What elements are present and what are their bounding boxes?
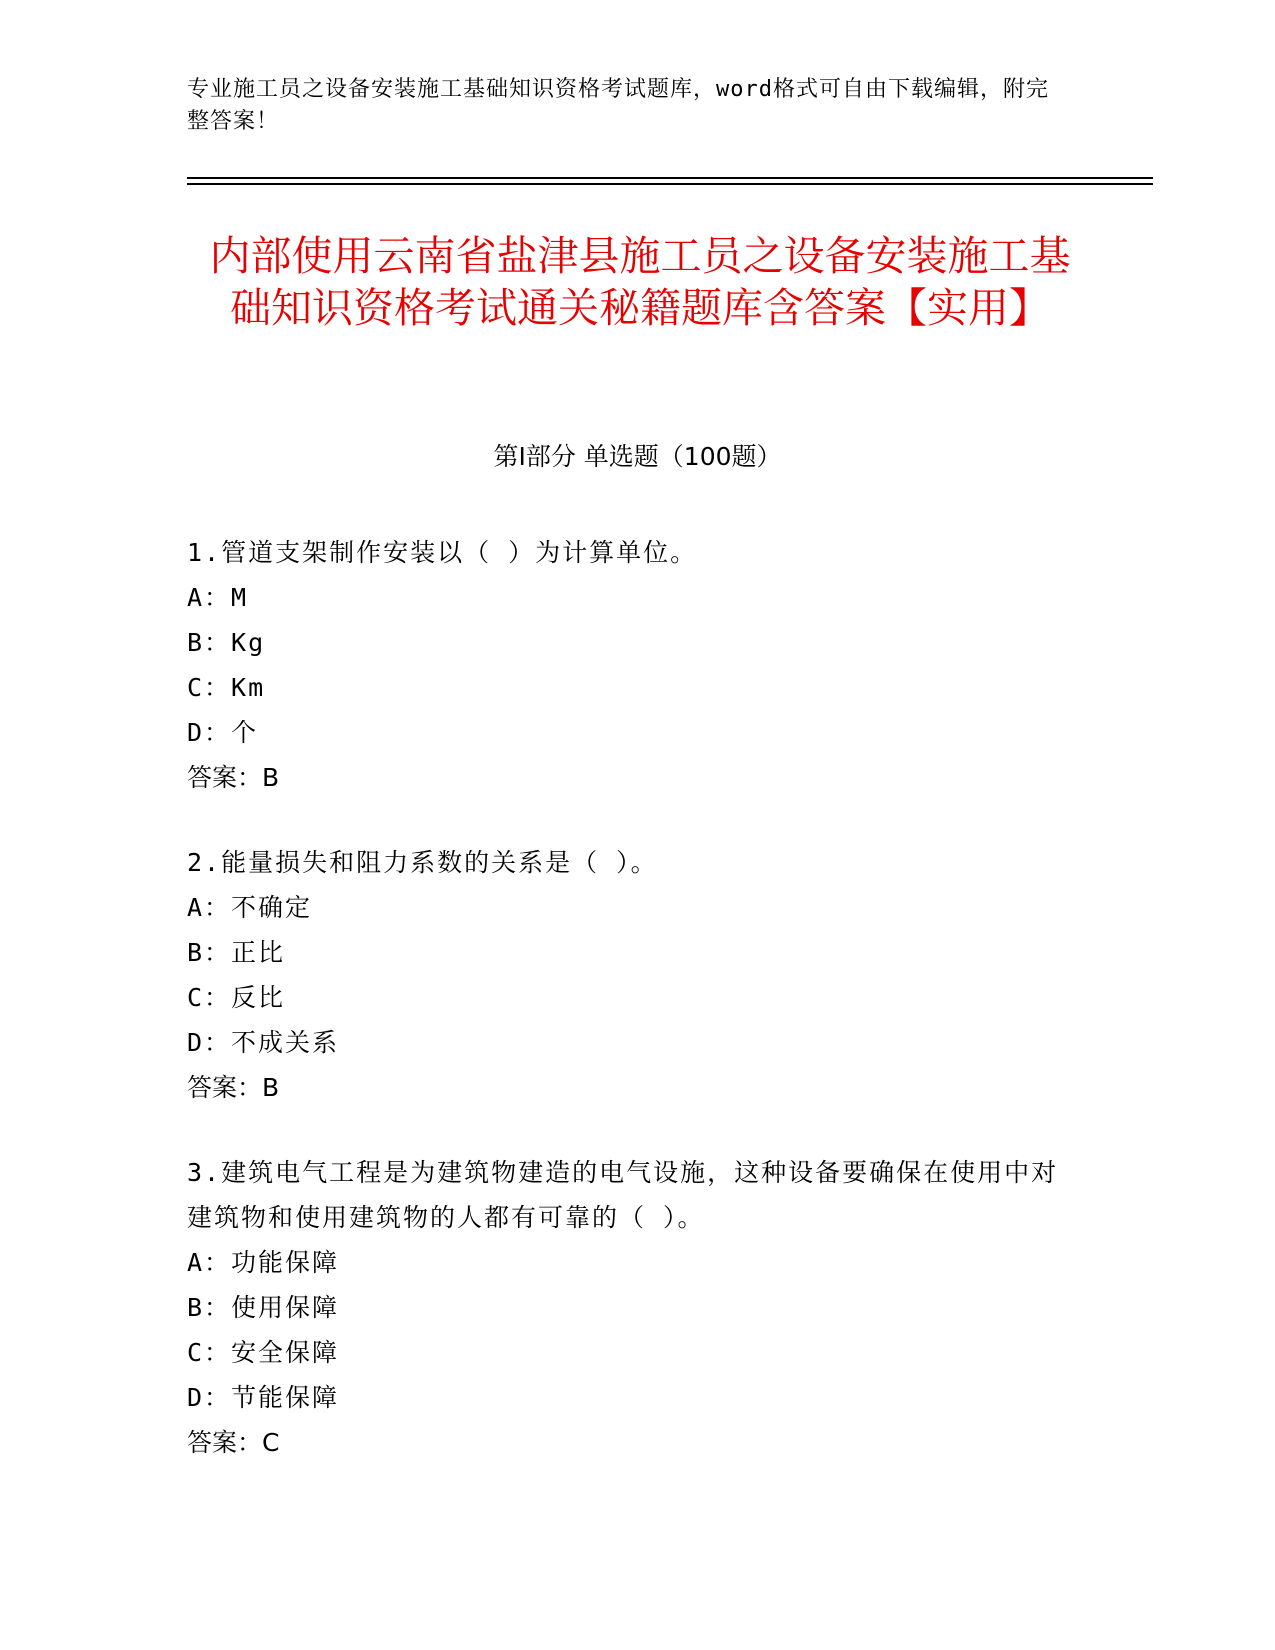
question-list: [187, 530, 1067, 1505]
header-note: 专业施工员之设备安装施工基础知识资格考试题库，word格式可自由下载编辑，附完整答案！: [187, 77, 1049, 134]
option-a: A：不确定: [187, 893, 313, 922]
header-rule-bottom: [187, 183, 1153, 185]
question-2: [187, 840, 1067, 1110]
option-a: A：功能保障: [187, 1248, 340, 1277]
question-stem: 3.建筑电气工程是为建筑物建造的电气设施，这种设备要确保在使用中对建筑物和使用建筑物的人都有可靠的（ ）。: [187, 1158, 1059, 1232]
option-c: C：安全保障: [187, 1338, 340, 1367]
question-1: [187, 530, 1067, 800]
option-b: B：正比: [187, 938, 286, 967]
answer: 答案：B: [187, 763, 280, 792]
question-stem: 2.能量损失和阻力系数的关系是（ ）。: [187, 848, 658, 877]
option-d: D：不成关系: [187, 1028, 340, 1057]
question-stem: 1.管道支架制作安装以（ ）为计算单位。: [187, 538, 698, 567]
option-c: C：Km: [187, 673, 266, 702]
answer: 答案：B: [187, 1073, 280, 1102]
option-b: B：Kg: [187, 628, 266, 657]
option-b: B：使用保障: [187, 1293, 340, 1322]
header-rule-top: [187, 177, 1153, 179]
section-title: 第Ⅰ部分 单选题（100题）: [493, 442, 782, 471]
option-c: C：反比: [187, 983, 286, 1012]
option-d: D：个: [187, 718, 259, 747]
option-a: A：M: [187, 583, 249, 612]
option-d: D：节能保障: [187, 1383, 340, 1412]
question-3: [187, 1150, 1067, 1465]
document-title: 内部使用云南省盐津县施工员之设备安装施工基础知识资格考试通关秘籍题库含答案【实用】: [209, 232, 1071, 332]
answer: 答案：C: [187, 1428, 280, 1457]
